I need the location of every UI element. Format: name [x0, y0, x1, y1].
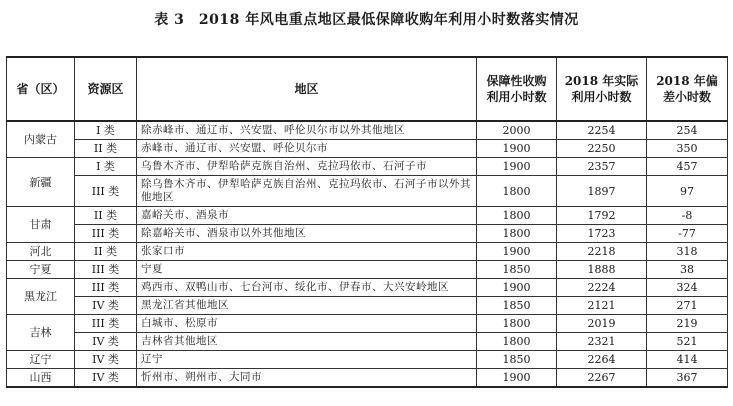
- guaranteed-hours-cell: 1800: [477, 333, 557, 351]
- table-row: [7, 333, 728, 351]
- actual-hours-cell: 1792: [557, 207, 647, 225]
- area-cell: 除乌鲁木齐市、伊犁哈萨克族自治州、克拉玛依市、石河子市以外其他地区: [137, 176, 477, 207]
- guaranteed-hours-cell: 2000: [477, 121, 557, 140]
- deviation-hours-cell: 38: [647, 261, 728, 279]
- header-guaranteed: 保障性收购利用小时数: [477, 57, 557, 121]
- guaranteed-hours-cell: 1850: [477, 297, 557, 315]
- actual-hours-cell: 1897: [557, 176, 647, 207]
- area-cell: 忻州市、朔州市、大同市: [137, 369, 477, 388]
- zone-cell: III 类: [75, 261, 137, 279]
- area-cell: 除赤峰市、通辽市、兴安盟、呼伦贝尔市以外其他地区: [137, 121, 477, 140]
- table-row: [7, 279, 728, 297]
- actual-hours-cell: 2218: [557, 243, 647, 261]
- deviation-hours-cell: 254: [647, 121, 728, 140]
- area-cell: 鸡西市、双鸭山市、七台河市、绥化市、伊春市、大兴安岭地区: [137, 279, 477, 297]
- deviation-hours-cell: 414: [647, 351, 728, 369]
- zone-cell: II 类: [75, 140, 137, 158]
- province-cell: 甘肃: [7, 207, 75, 243]
- area-cell: 宁夏: [137, 261, 477, 279]
- actual-hours-cell: 2321: [557, 333, 647, 351]
- zone-cell: IV 类: [75, 297, 137, 315]
- deviation-hours-cell: 324: [647, 279, 728, 297]
- guaranteed-hours-cell: 1900: [477, 243, 557, 261]
- guaranteed-hours-cell: 1900: [477, 369, 557, 388]
- table-row: [7, 176, 728, 207]
- area-cell: 张家口市: [137, 243, 477, 261]
- deviation-hours-cell: 271: [647, 297, 728, 315]
- header-zone: 资源区: [75, 57, 137, 121]
- table-row: [7, 225, 728, 243]
- province-cell: 新疆: [7, 158, 75, 207]
- area-cell: 吉林省其他地区: [137, 333, 477, 351]
- zone-cell: III 类: [75, 279, 137, 297]
- header-row: [7, 57, 728, 121]
- actual-hours-cell: 2267: [557, 369, 647, 388]
- table-row: [7, 261, 728, 279]
- zone-cell: IV 类: [75, 333, 137, 351]
- area-cell: 黑龙江省其他地区: [137, 297, 477, 315]
- header-province: 省（区）: [7, 57, 75, 121]
- province-cell: 内蒙古: [7, 121, 75, 158]
- guaranteed-hours-cell: 1900: [477, 140, 557, 158]
- table-title: 表 3 2018 年风电重点地区最低保障收购年利用小时数落实情况: [154, 12, 579, 28]
- actual-hours-cell: 2250: [557, 140, 647, 158]
- area-cell: 乌鲁木齐市、伊犁哈萨克族自治州、克拉玛依市、石河子市: [137, 158, 477, 176]
- table-row: [7, 369, 728, 388]
- area-cell: 嘉峪关市、酒泉市: [137, 207, 477, 225]
- actual-hours-cell: 2019: [557, 315, 647, 333]
- table-row: [7, 207, 728, 225]
- table-row: [7, 158, 728, 176]
- table-row: [7, 243, 728, 261]
- guaranteed-hours-cell: 1800: [477, 315, 557, 333]
- zone-cell: III 类: [75, 315, 137, 333]
- area-cell: 除嘉峪关市、酒泉市以外其他地区: [137, 225, 477, 243]
- guaranteed-hours-cell: 1800: [477, 176, 557, 207]
- table-row: [7, 140, 728, 158]
- deviation-hours-cell: 318: [647, 243, 728, 261]
- table-row: [7, 297, 728, 315]
- zone-cell: IV 类: [75, 351, 137, 369]
- guaranteed-hours-cell: 1850: [477, 261, 557, 279]
- province-cell: 宁夏: [7, 261, 75, 279]
- table-row: [7, 121, 728, 140]
- deviation-hours-cell: 367: [647, 369, 728, 388]
- table-body: [7, 121, 728, 387]
- guaranteed-hours-cell: 1850: [477, 351, 557, 369]
- wind-power-table: [6, 56, 728, 388]
- zone-cell: IV 类: [75, 369, 137, 388]
- header-actual: 2018 年实际利用小时数: [557, 57, 647, 121]
- province-cell: 吉林: [7, 315, 75, 351]
- zone-cell: I 类: [75, 121, 137, 140]
- deviation-hours-cell: -77: [647, 225, 728, 243]
- actual-hours-cell: 2264: [557, 351, 647, 369]
- actual-hours-cell: 2224: [557, 279, 647, 297]
- province-cell: 山西: [7, 369, 75, 388]
- actual-hours-cell: 1888: [557, 261, 647, 279]
- zone-cell: III 类: [75, 225, 137, 243]
- header-deviation: 2018 年偏差小时数: [647, 57, 728, 121]
- area-cell: 白城市、松原市: [137, 315, 477, 333]
- area-cell: 赤峰市、通辽市、兴安盟、呼伦贝尔市: [137, 140, 477, 158]
- guaranteed-hours-cell: 1800: [477, 225, 557, 243]
- guaranteed-hours-cell: 1900: [477, 158, 557, 176]
- actual-hours-cell: 1723: [557, 225, 647, 243]
- province-cell: 黑龙江: [7, 279, 75, 315]
- table-row: [7, 351, 728, 369]
- actual-hours-cell: 2254: [557, 121, 647, 140]
- zone-cell: III 类: [75, 176, 137, 207]
- province-cell: 河北: [7, 243, 75, 261]
- actual-hours-cell: 2357: [557, 158, 647, 176]
- actual-hours-cell: 2121: [557, 297, 647, 315]
- province-cell: 辽宁: [7, 351, 75, 369]
- guaranteed-hours-cell: 1900: [477, 279, 557, 297]
- zone-cell: I 类: [75, 158, 137, 176]
- area-cell: 辽宁: [137, 351, 477, 369]
- zone-cell: II 类: [75, 243, 137, 261]
- deviation-hours-cell: -8: [647, 207, 728, 225]
- deviation-hours-cell: 219: [647, 315, 728, 333]
- deviation-hours-cell: 457: [647, 158, 728, 176]
- zone-cell: II 类: [75, 207, 137, 225]
- table-row: [7, 315, 728, 333]
- header-area: 地区: [137, 57, 477, 121]
- deviation-hours-cell: 350: [647, 140, 728, 158]
- deviation-hours-cell: 97: [647, 176, 728, 207]
- deviation-hours-cell: 521: [647, 333, 728, 351]
- guaranteed-hours-cell: 1800: [477, 207, 557, 225]
